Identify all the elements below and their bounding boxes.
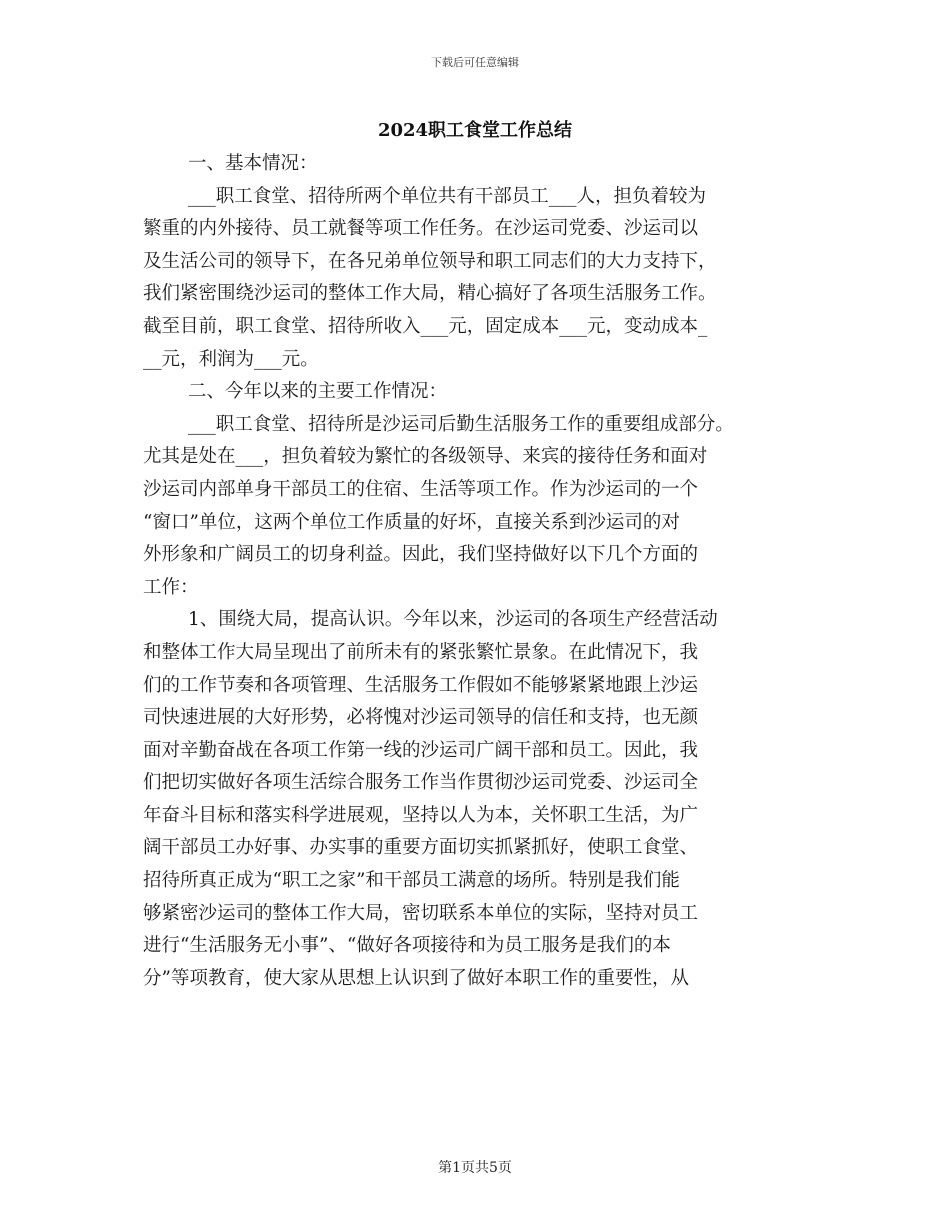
body-line: 分”等项教育，使大家从思想上认识到了做好本职工作的重要性，从 [143,967,689,989]
body-line: “窗口”单位，这两个单位工作质量的好坏，直接关系到沙运司的对 [143,511,680,533]
body-line: ___职工食堂、招待所是沙运司后勤生活服务工作的重要组成部分。 [188,413,734,435]
body-line: 年奋斗目标和落实科学进展观，坚持以人为本，关怀职工生活，为广 [143,804,699,826]
body-line: 我们紧密围绕沙运司的整体工作大局，精心搞好了各项生活服务工作。 [143,283,717,305]
body-line: 沙运司内部单身干部员工的住宿、生活等项工作。作为沙运司的一个 [143,478,699,500]
body-line: 繁重的内外接待、员工就餐等项工作任务。在沙运司党委、沙运司以 [143,218,699,240]
body-line: 截至目前，职工食堂、招待所收入___元，固定成本___元，变动成本_ [143,315,708,337]
body-line: 够紧密沙运司的整体工作大局，密切联系本单位的实际，坚持对员工 [143,902,699,924]
body-line: 工作： [143,576,199,598]
document-body [143,148,823,995]
body-line: 进行“生活服务无小事”、“做好各项接待和为员工服务是我们的本 [143,935,671,957]
body-line: 阔干部员工办好事、办实事的重要方面切实抓紧抓好，使职工食堂、 [143,837,699,859]
document-title: 2024职工食堂工作总结 [377,120,573,141]
body-line: 们的工作节奏和各项管理、生活服务工作假如不能够紧紧地跟上沙运 [143,674,699,696]
body-line: 面对辛勤奋战在各项工作第一线的沙运司广阔干部和员工。因此，我 [143,739,699,761]
body-line: 们把切实做好各项生活综合服务工作当作贯彻沙运司党委、沙运司全 [143,772,699,794]
body-line: 和整体工作大局呈现出了前所未有的紧张繁忙景象。在此情况下，我 [143,641,699,663]
body-line: 司快速进展的大好形势，必将愧对沙运司领导的信任和支持，也无颜 [143,707,699,729]
body-line: ___职工食堂、招待所两个单位共有干部员工___人，担负着较为 [188,185,707,207]
body-line: 1、围绕大局，提高认识。今年以来，沙运司的各项生产经营活动 [188,609,718,631]
body-line: 外形象和广阔员工的切身利益。因此，我们坚持做好以下几个方面的 [143,544,699,566]
body-line: 招待所真正成为“职工之家”和干部员工满意的场所。特别是我们能 [143,870,680,892]
page-number: 第1页共5页 [438,1160,512,1176]
page-header-note: 下载后可任意编辑 [431,56,519,69]
section-heading-main-work: 二、今年以来的主要工作情况： [188,381,448,403]
section-heading-basic: 一、基本情况： [188,153,318,174]
body-line: __元，利润为___元。 [143,348,319,370]
body-line: 及生活公司的领导下，在各兄弟单位领导和职工同志们的大力支持下， [143,250,717,272]
body-line: 尤其是处在___，担负着较为繁忙的各级领导、来宾的接待任务和面对 [143,446,708,468]
